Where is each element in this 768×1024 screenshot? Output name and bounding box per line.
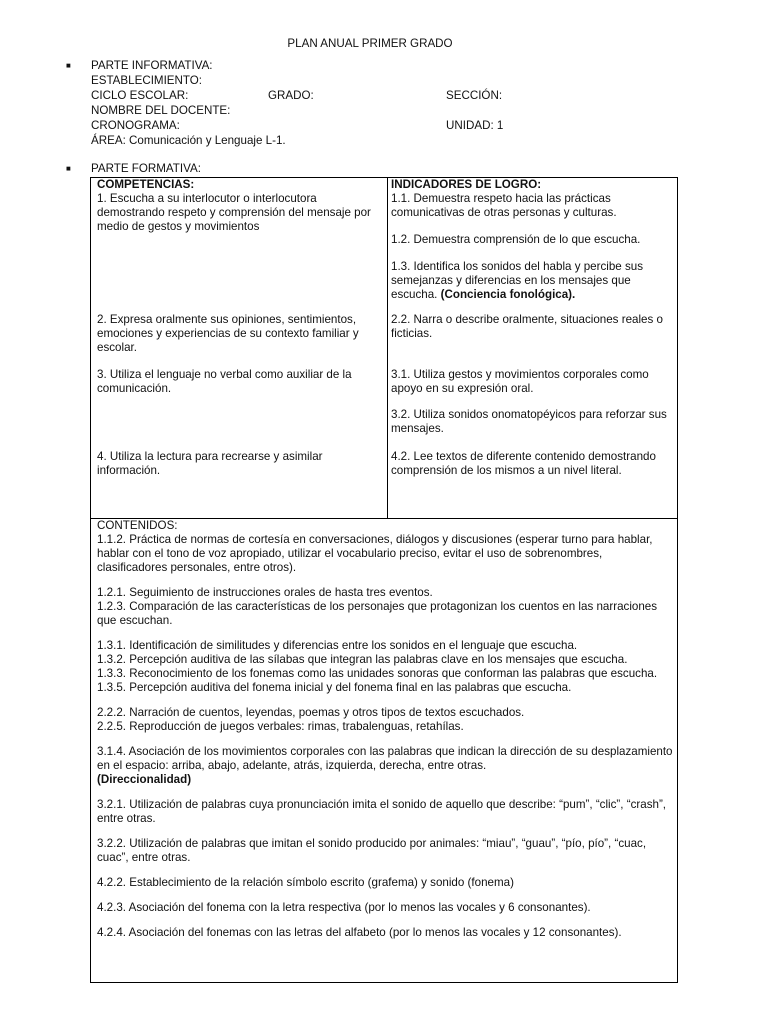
contenido-4-2-3: 4.2.3. Asociación del fonema con la letra respectiva (por lo menos las vocales y 6 consonantes). bbox=[97, 901, 591, 914]
indicador-1-3-bold: (Conciencia fonológica). bbox=[440, 288, 576, 301]
docente-label: NOMBRE DEL DOCENTE: bbox=[91, 104, 231, 117]
contenido-3-1-4: 3.1.4. Asociación de los movimientos corporales con las palabras que indican la dirección de su desplazamiento en el espacio: arriba, abajo, adelante, atrás, izquierda, derecha, entre otras. bbox=[97, 745, 673, 772]
contenido-1-3-1: 1.3.1. Identificación de similitudes y diferencias entre los sonidos en el lenguaje que escucha. bbox=[97, 639, 578, 652]
competencia-4-cell bbox=[97, 450, 381, 478]
competencia-3: 3. Utiliza el lenguaje no verbal como auxiliar de la comunicación. bbox=[97, 368, 352, 395]
indicador-3-2-cell bbox=[391, 408, 673, 436]
formativa-heading: PARTE FORMATIVA: bbox=[91, 162, 201, 175]
contenido-1-3-3: 1.3.3. Reconocimiento de los fonemas como las unidades sonoras que conforman las palabras que escucha. bbox=[97, 667, 658, 680]
indicador-4-2: 4.2. Lee textos de diferente contenido demostrando comprensión de los mismos a un nivel literal. bbox=[391, 450, 656, 477]
competencia-2-cell bbox=[97, 313, 381, 355]
ciclo-label: CICLO ESCOLAR: bbox=[91, 89, 189, 102]
indicador-4-2-cell bbox=[391, 450, 673, 478]
plan-table bbox=[90, 177, 678, 983]
contenido-2-2-2: 2.2.2. Narración de cuentos, leyendas, poemas y otros tipos de textos escuchados. bbox=[97, 706, 525, 719]
informativa-heading: PARTE INFORMATIVA: bbox=[91, 59, 213, 72]
contenido-4-2-2: 4.2.2. Establecimiento de la relación símbolo escrito (grafema) y sonido (fonema) bbox=[97, 876, 514, 889]
establecimiento-label: ESTABLECIMIENTO: bbox=[91, 74, 203, 87]
contenido-2-2-5: 2.2.5. Reproducción de juegos verbales: rimas, trabalenguas, retahílas. bbox=[97, 720, 464, 733]
contenido-1-3-2: 1.3.2. Percepción auditiva de las sílabas que integran las palabras clave en los mensajes que escucha. bbox=[97, 653, 628, 666]
indicadores-header: INDICADORES DE LOGRO: bbox=[391, 178, 542, 191]
indicador-1-2: 1.2. Demuestra comprensión de lo que escucha. bbox=[391, 233, 641, 246]
indicador-2-2-cell bbox=[391, 313, 673, 341]
indicador-1-3 bbox=[391, 260, 673, 302]
contenido-1-1-2: 1.1.2. Práctica de normas de cortesía en conversaciones, diálogos y discusiones (esperar turno para hablar, hablar con el tono de voz apropiado, utilizar el vocabulario preciso, evitar el uso de sobrenombres, clasificadores personales, entre otros). bbox=[97, 533, 653, 574]
bullet-icon: ■ bbox=[66, 164, 71, 173]
competencias-header: COMPETENCIAS: bbox=[97, 178, 195, 191]
indicador-3-2: 3.2. Utiliza sonidos onomatopéyicos para reforzar sus mensajes. bbox=[391, 408, 667, 435]
area-label: ÁREA: Comunicación y Lenguaje L-1. bbox=[91, 134, 286, 147]
indicador-1-3-cell bbox=[391, 260, 673, 302]
competencia-4: 4. Utiliza la lectura para recrearse y asimilar información. bbox=[97, 450, 323, 477]
competencia-1-cell bbox=[97, 178, 381, 234]
contenido-1-3-5: 1.3.5. Percepción auditiva del fonema inicial y del fonema final en las palabras que escucha. bbox=[97, 681, 572, 694]
document-title: PLAN ANUAL PRIMER GRADO bbox=[287, 37, 453, 50]
contenido-3-2-1: 3.2.1. Utilización de palabras cuya pronunciación imita el sonido de aquello que describe: “pum”, “clic”, “crash”, entre otras. bbox=[97, 798, 667, 825]
contenido-1-2-3: 1.2.3. Comparación de las características de los personajes que protagonizan los cuentos en las narraciones que escuchan. bbox=[97, 600, 658, 627]
indicador-3-1-cell bbox=[391, 368, 673, 396]
competencia-2: 2. Expresa oralmente sus opiniones, sentimientos, emociones y experiencias de su contexto familiar y escolar. bbox=[97, 313, 359, 354]
column-divider bbox=[387, 178, 388, 518]
indicador-2-2: 2.2. Narra o describe oralmente, situaciones reales o ficticias. bbox=[391, 313, 663, 340]
grado-label: GRADO: bbox=[268, 89, 314, 102]
indicador-1-2-cell bbox=[391, 233, 673, 247]
contenido-1-2-1: 1.2.1. Seguimiento de instrucciones orales de hasta tres eventos. bbox=[97, 586, 433, 599]
competencia-3-cell bbox=[97, 368, 381, 396]
indicador-1-1-cell bbox=[391, 178, 673, 220]
contenido-4-2-4: 4.2.4. Asociación del fonemas con las letras del alfabeto (por lo menos las vocales y 12 consonantes). bbox=[97, 926, 622, 939]
contenido-3-1-4-bold: (Direccionalidad) bbox=[97, 773, 192, 786]
contenido-3-2-2: 3.2.2. Utilización de palabras que imitan el sonido producido por animales: “miau”, “guau”, “pío, pío”, “cuac, cuac”, entre otras. bbox=[97, 837, 647, 864]
competencia-1: 1. Escucha a su interlocutor o interlocutora demostrando respeto y comprensión del mensaje por medio de gestos y movimientos bbox=[97, 192, 371, 233]
bullet-icon: ■ bbox=[66, 61, 71, 70]
indicador-1-3-text: 1.3. Identifica los sonidos del habla y percibe sus semejanzas y diferencias en los mensajes que escucha. bbox=[391, 260, 643, 301]
contenidos-cell bbox=[97, 519, 673, 940]
contenidos-header: CONTENIDOS: bbox=[97, 519, 178, 532]
cronograma-label: CRONOGRAMA: bbox=[91, 119, 180, 132]
indicador-1-1: 1.1. Demuestra respeto hacia las prácticas comunicativas de otras personas y culturas. bbox=[391, 192, 617, 219]
seccion-label: SECCIÓN: bbox=[446, 89, 503, 102]
unidad-label: UNIDAD: 1 bbox=[446, 119, 504, 132]
indicador-3-1: 3.1. Utiliza gestos y movimientos corporales como apoyo en su expresión oral. bbox=[391, 368, 649, 395]
